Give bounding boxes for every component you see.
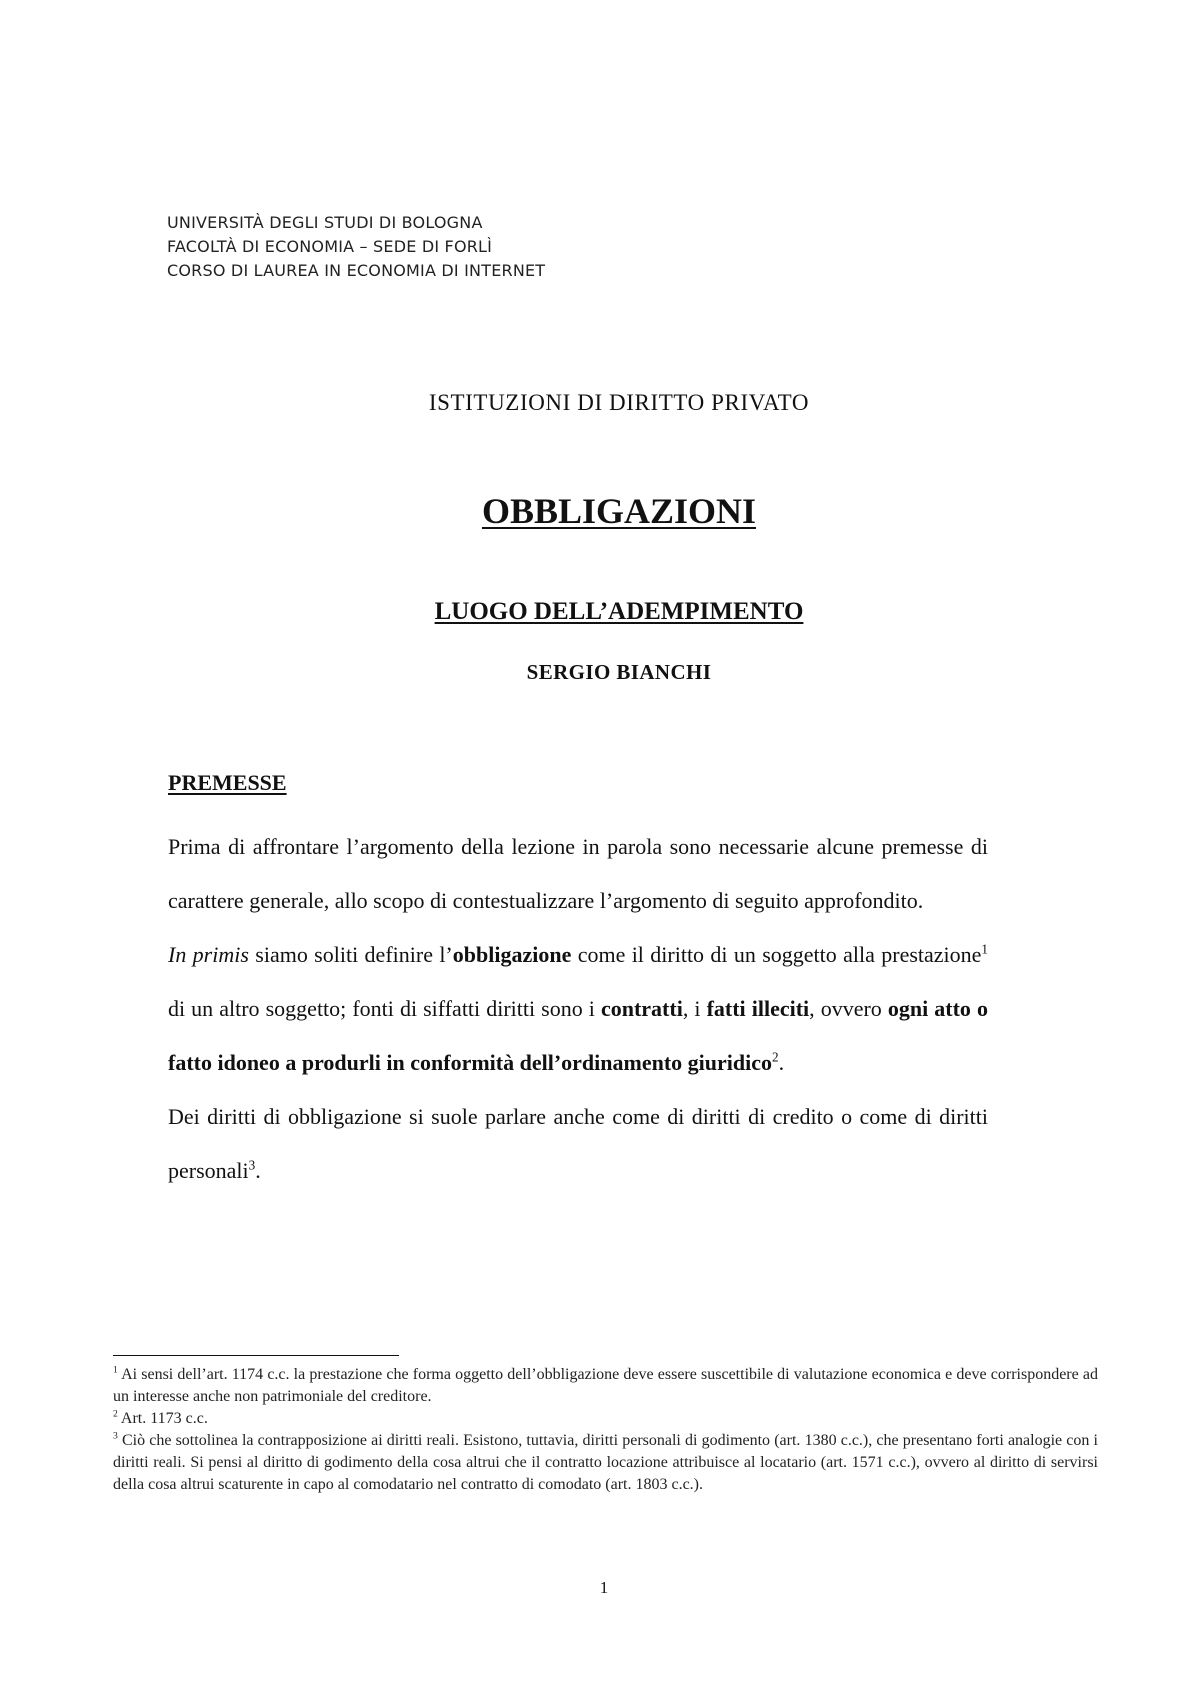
paragraph-2-text: come il diritto di un soggetto alla prestazione	[571, 942, 982, 967]
document-subtitle: LUOGO DELL’ADEMPIMENTO	[434, 598, 804, 625]
paragraph-2-text: , i	[682, 996, 707, 1021]
paragraph-3-text: Dei diritti di obbligazione si suole parlare anche come di diritti di credito o come di diritti personali	[168, 1104, 988, 1183]
paragraph-2-text: siamo soliti definire l’	[248, 942, 453, 967]
footnote-separator	[113, 1355, 399, 1356]
paragraph-1: Prima di affrontare l’argomento della lezione in parola sono necessarie alcune premesse di carattere generale, allo scopo di contestualizzare l’argomento di seguito approfondito.	[168, 834, 988, 913]
paragraph-2-text: , ovvero	[809, 996, 888, 1021]
bold-term-ordinamento: ogni atto o fatto idoneo a produrli in conformità dell’ordinamento giuridico	[168, 996, 988, 1075]
document-author: SERGIO BIANCHI	[526, 660, 712, 684]
footnote-number: 1	[113, 1364, 118, 1376]
page-number: 1	[599, 1578, 609, 1597]
footnote-ref-2[interactable]: 2	[771, 1049, 779, 1065]
footnote-3	[113, 1430, 1098, 1496]
body-text	[168, 820, 988, 1198]
bold-term-obbligazione: obbligazione	[452, 942, 572, 967]
paragraph-2-text: di un altro soggetto; fonti di siffatti diritti sono i	[168, 996, 601, 1021]
paragraph-3-text: .	[255, 1158, 261, 1183]
header-university: UNIVERSITÀ DEGLI STUDI DI BOLOGNA	[167, 213, 483, 232]
header-degree-course: CORSO DI LAUREA IN ECONOMIA DI INTERNET	[167, 261, 546, 280]
footnote-ref-3[interactable]: 3	[248, 1157, 256, 1173]
university-header	[167, 211, 545, 283]
footnote-text: Ciò che sottolinea la contrapposizione ai diritti reali. Esistono, tuttavia, diritti personali di godimento (art. 1380 c.c.), che presentano forti analogie con i diritti reali. Si pensi al diritto di godimento della cosa altrui che il contratto locazione attribuisce al locatario (art. 1571 c.c.), ovvero al diritto di servirsi della cosa altrui scaturente in capo al comodatario nel contratto di comodato (art. 1803 c.c.).	[113, 1432, 1098, 1493]
footnote-text: Ai sensi dell’art. 1174 c.c. la prestazione che forma oggetto dell’obbligazione deve essere suscettibile di valutazione economica e deve corrispondere ad un interesse anche non patrimoniale del creditore.	[113, 1366, 1098, 1405]
footnote-number: 2	[113, 1408, 118, 1420]
section-heading: PREMESSE	[168, 770, 287, 795]
footnotes	[113, 1364, 1098, 1496]
footnote-2	[113, 1408, 1098, 1430]
paragraph-2	[168, 928, 988, 1090]
bold-term-fatti-illeciti: fatti illeciti	[706, 996, 810, 1021]
footnote-number: 3	[113, 1430, 118, 1442]
footnote-1	[113, 1364, 1098, 1408]
paragraph-2-text: .	[778, 1050, 785, 1075]
header-faculty: FACOLTÀ DI ECONOMIA – SEDE DI FORLÌ	[167, 237, 493, 256]
footnote-ref-1[interactable]: 1	[981, 941, 989, 957]
paragraph-3	[168, 1090, 988, 1198]
course-title: ISTITUZIONI DI DIRITTO PRIVATO	[428, 390, 810, 415]
italic-lead: In primis	[168, 942, 249, 967]
bold-term-contratti: contratti	[600, 996, 683, 1021]
document-title: OBBLIGAZIONI	[481, 491, 757, 531]
footnote-text: Art. 1173 c.c.	[117, 1410, 208, 1427]
